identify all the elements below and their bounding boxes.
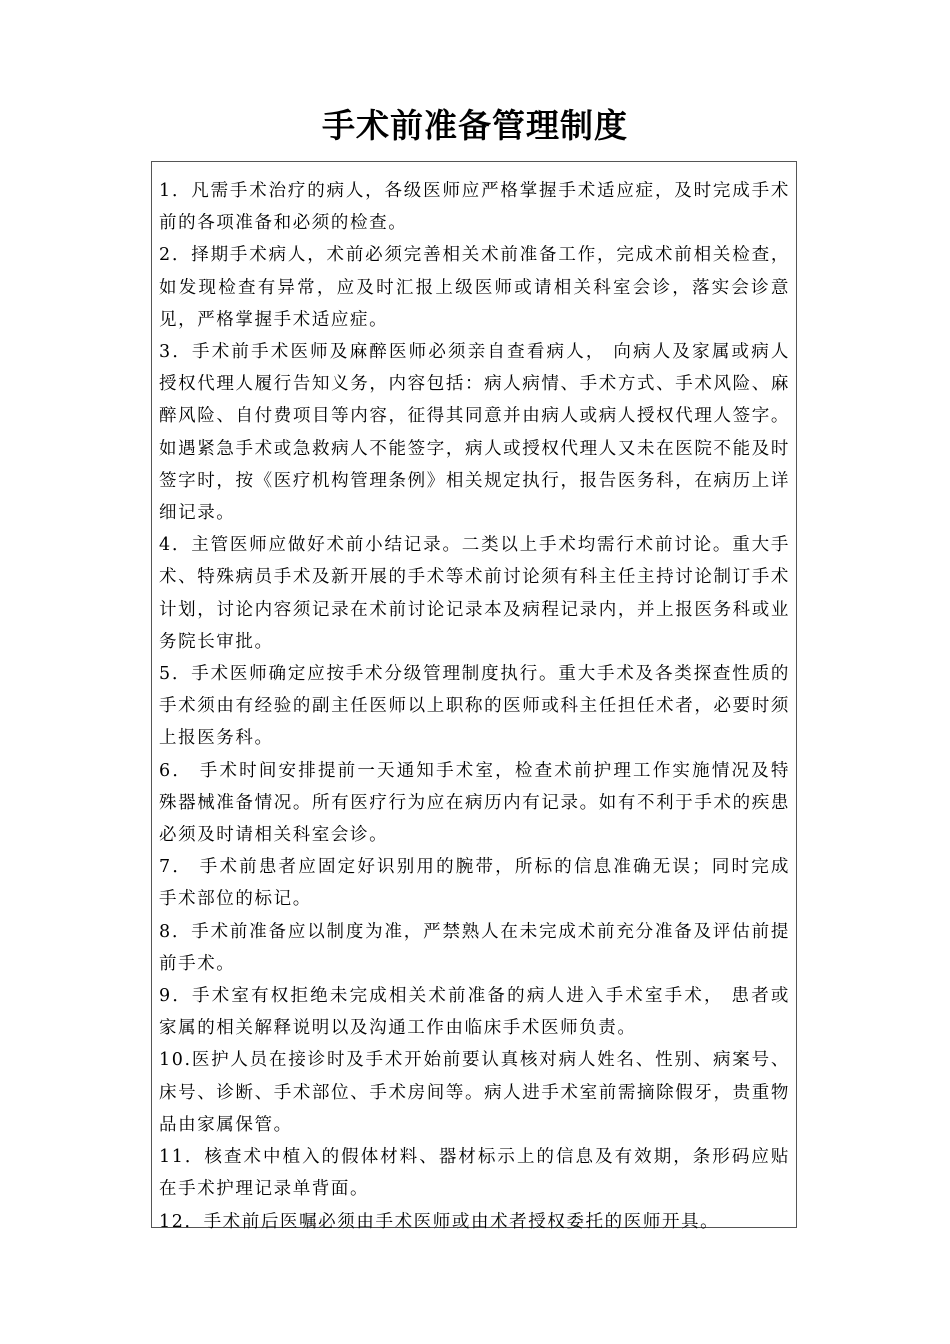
rule-item-7: 7． 手术前患者应固定好识别用的腕带，所标的信息准确无误；同时完成手术部位的标记。 (159, 857, 790, 910)
rule-item-8: 8．手术前准备应以制度为准，严禁熟人在未完成术前充分准备及评估前提前手术。 (159, 921, 790, 974)
rule-item-4: 4．主管医师应做好术前小结记录。二类以上手术均需行术前讨论。重大手术、特殊病员手术及新开展的手术等术前讨论须有科主任主持讨论制订手术计划，讨论内容须记录在术前讨论记录本及病程记录内，并上报医务科或业务院长审批。 (159, 535, 790, 652)
rule-item-5: 5．手术医师确定应按手术分级管理制度执行。重大手术及各类探查性质的手术须由有经验的副主任医师以上职称的医师或科主任担任术者，必要时须上报医务科。 (159, 664, 790, 749)
rule-item-6: 6． 手术时间安排提前一天通知手术室，检查术前护理工作实施情况及特殊器械准备情况。所有医疗行为应在病历内有记录。如有不利于手术的疾患必须及时请相关科室会诊。 (159, 760, 790, 846)
rule-item-9: 9．手术室有权拒绝未完成相关术前准备的病人进入手术室手术， 患者或家属的相关解释说明以及沟通工作由临床手术医师负责。 (159, 986, 790, 1039)
rule-item-2: 2．择期手术病人，术前必须完善相关术前准备工作，完成术前相关检查，如发现检查有异常，应及时汇报上级医师或请相关科室会诊，落实会诊意见，严格掌握手术适应症。 (159, 245, 790, 330)
page-title: 手术前准备管理制度 (322, 106, 628, 145)
rule-item-1: 1．凡需手术治疗的病人，各级医师应严格掌握手术适应症，及时完成手术前的各项准备和必须的检查。 (159, 181, 790, 234)
rule-item-12: 12．手术前后医嘱必须由手术医师或由术者授权委托的医师开具。 (159, 1211, 720, 1232)
rules-box (151, 161, 797, 1232)
rule-item-10: 10.医护人员在接诊时及手术开始前要认真核对病人姓名、性别、病案号、床号、诊断、手术部位、手术房间等。病人进手术室前需摘除假牙，贵重物品由家属保管。 (159, 1050, 790, 1135)
rule-item-11: 11．核查术中植入的假体材料、器材标示上的信息及有效期，条形码应贴在手术护理记录单背面。 (159, 1147, 790, 1200)
rule-item-3: 3．手术前手术医师及麻醉医师必须亲自查看病人， 向病人及家属或病人授权代理人履行告知义务，内容包括：病人病情、手术方式、手术风险、麻醉风险、自付费项目等内容，征得其同意并由病人或病人授权代理人签字。如遇紧急手术或急救病人不能签字，病人或授权代理人又未在医院不能及时签字时，按《医疗机构管理条例》相关规定执行，报告医务科，在病历上详细记录。 (159, 342, 790, 524)
